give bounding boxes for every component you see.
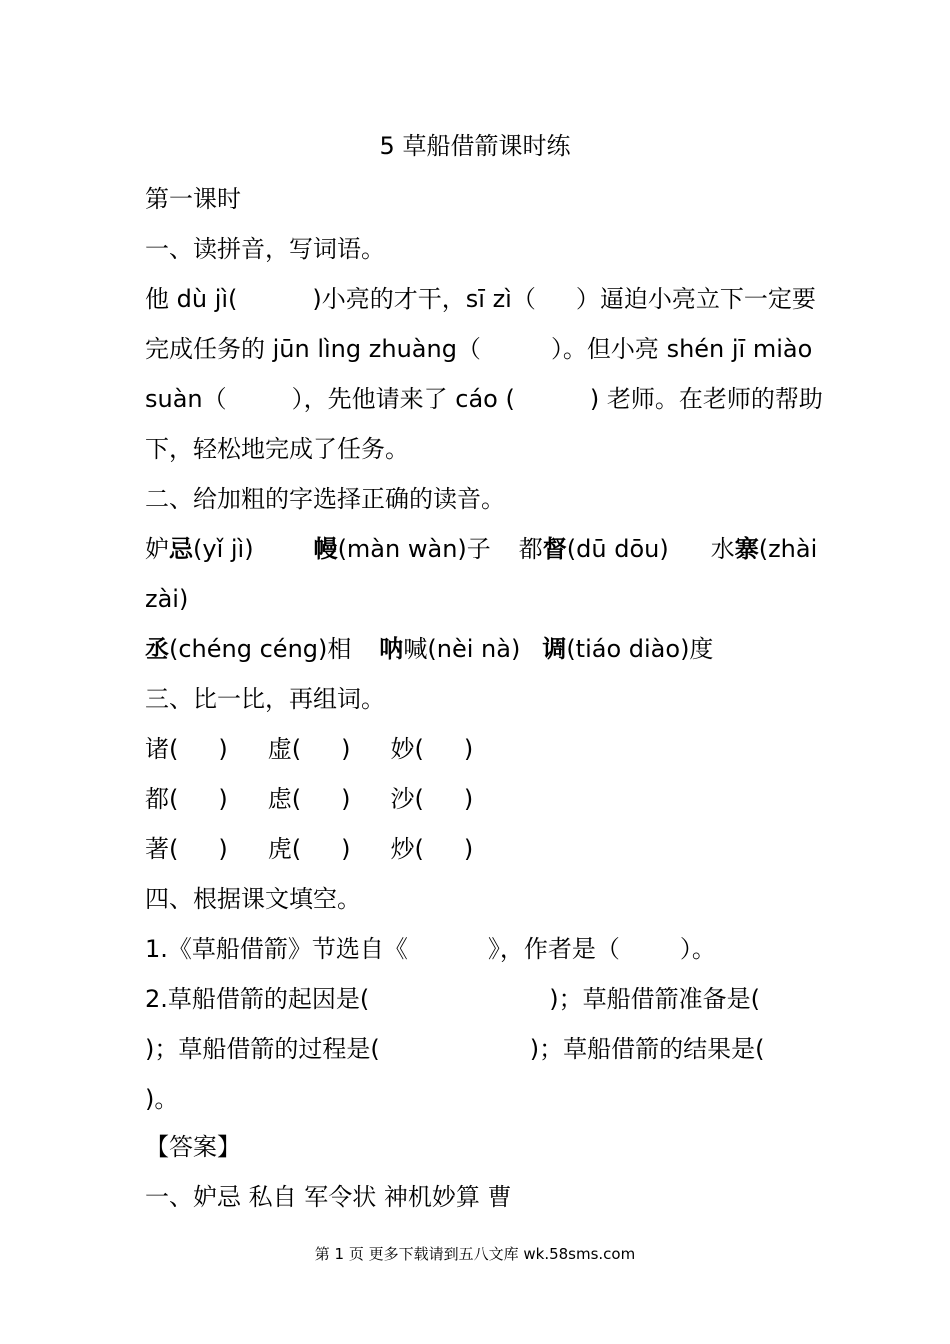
q4-line-3: )；草船借箭的过程是( )；草船借箭的结果是( <box>145 1035 765 1063</box>
q2-heading: 二、给加粗的字选择正确的读音。 <box>145 485 505 513</box>
q4-line-2: 2.草船借箭的起因是( )；草船借箭准备是( <box>145 985 760 1013</box>
q4-line-1: 1.《草船借箭》节选自《 》，作者是（ ）。 <box>145 935 716 963</box>
lesson-label: 第一课时 <box>145 185 241 213</box>
q1-heading: 一、读拼音，写词语。 <box>145 235 385 263</box>
q1-line-2: 完成任务的 jūn lìng zhuàng（ ）。但小亮 shén jī miào <box>145 335 813 363</box>
q4-line-4: )。 <box>145 1085 179 1113</box>
q3-row: 诸( ) 虚( ) 妙( ) <box>145 735 474 763</box>
answer-heading: 【答案】 <box>145 1133 241 1161</box>
q2-item: 幔(màn wàn)子 <box>313 535 491 563</box>
q2-line-2 <box>145 634 713 664</box>
answer-line-1: 一、妒忌 私自 军令状 神机妙算 曹 <box>145 1183 512 1211</box>
q1-line-4: 下，轻松地完成了任务。 <box>145 435 409 463</box>
q2-item: 呐喊(nèi nà) <box>379 635 521 663</box>
q4-heading: 四、根据课文填空。 <box>145 885 361 913</box>
q2-item: 丞(chéng céng)相 <box>145 635 352 663</box>
q3-row: 都( ) 虑( ) 沙( ) <box>145 785 474 813</box>
q2-item: 水寨(zhài <box>710 535 818 563</box>
q2-item: 都督(dū dōu) <box>518 535 669 563</box>
q2-wrap: zài) <box>145 585 189 613</box>
q2-line-1 <box>145 534 817 564</box>
page-footer: 第 1 页 更多下载请到五八文库 wk.58sms.com <box>314 1245 636 1263</box>
page-title: 5 草船借箭课时练 <box>379 132 571 160</box>
q1-line-1: 他 dù jì( )小亮的才干，sī zì（ ）逼迫小亮立下一定要 <box>145 285 816 313</box>
q1-line-3: suàn（ ），先他请来了 cáo ( ) 老师。在老师的帮助 <box>145 385 823 413</box>
q2-item: 调(tiáo diào)度 <box>542 635 714 663</box>
q3-row: 著( ) 虎( ) 炒( ) <box>145 835 474 863</box>
q2-item: 妒忌(yǐ jì) <box>145 535 254 563</box>
q3-heading: 三、比一比，再组词。 <box>145 685 385 713</box>
